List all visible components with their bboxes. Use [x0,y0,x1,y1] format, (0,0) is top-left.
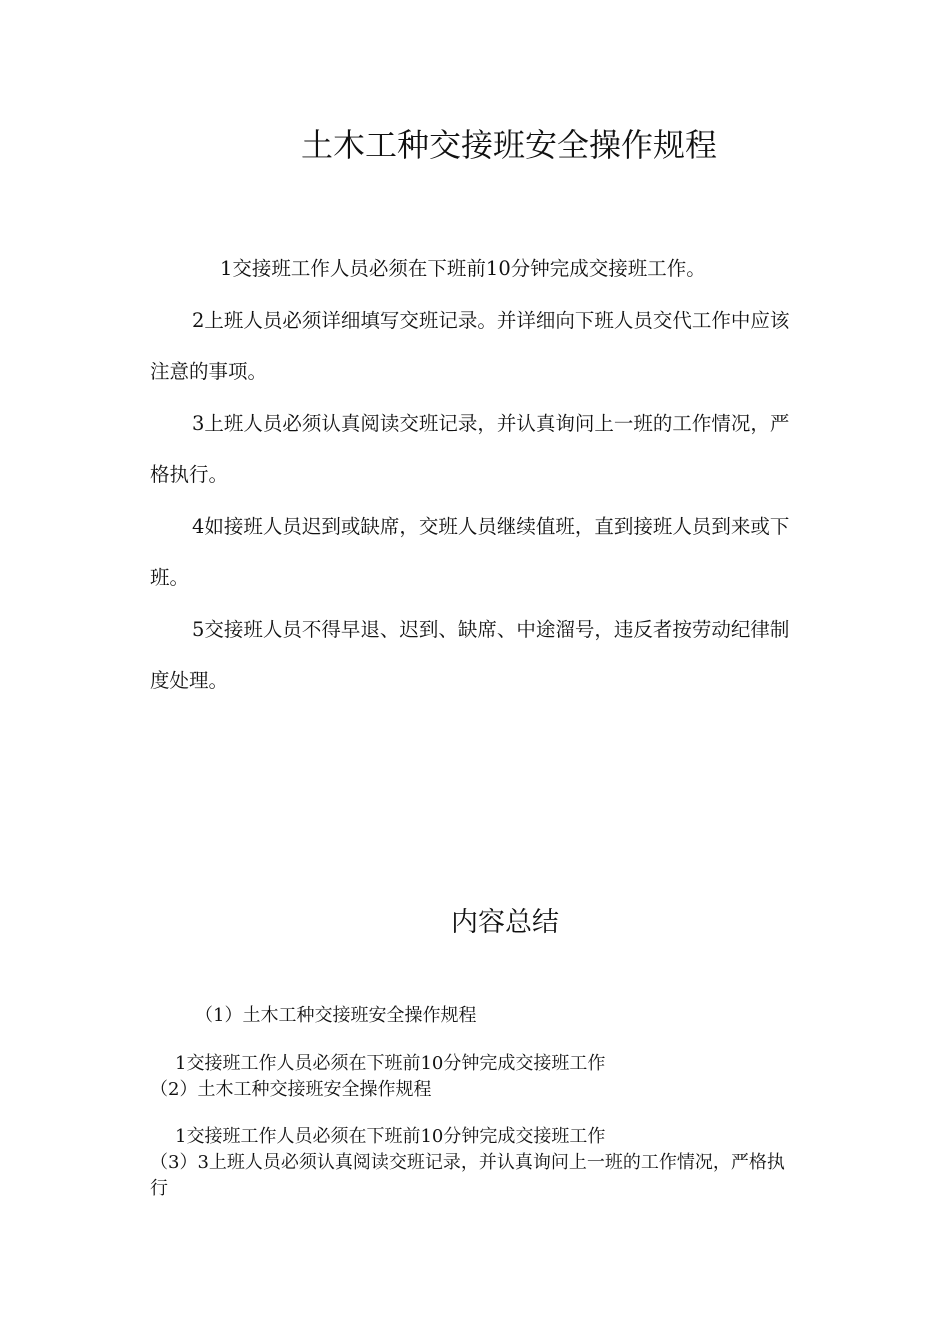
spacer [150,1029,790,1051]
summary-item-3: （3）3上班人员必须认真阅读交班记录，并认真询问上一班的工作情况，严格执行 [150,1152,785,1199]
rule-paragraph-3: 3上班人员必须认真阅读交班记录，并认真询问上一班的工作情况，严格执行。 [150,411,790,486]
rule-paragraph-4: 4如接班人员迟到或缺席，交班人员继续值班，直到接班人员到来或下班。 [150,514,790,589]
document-body [150,243,795,707]
rule-paragraph-2: 2上班人员必须详细填写交班记录。并详细向下班人员交代工作中应该注意的事项。 [150,308,790,383]
summary-section [150,1003,790,1202]
summary-item-1-line: 1交接班工作人员必须在下班前10分钟完成交接班工作 [175,1053,606,1074]
rule-paragraph-5: 5交接班人员不得早退、迟到、缺席、中途溜号，违反者按劳动纪律制度处理。 [150,617,790,692]
summary-item-1-heading: （1）土木工种交接班安全操作规程 [195,1005,477,1026]
spacer [150,1103,790,1124]
rule-paragraph-1: 1交接班工作人员必须在下班前10分钟完成交接班工作。 [220,257,706,280]
summary-title: 内容总结 [451,907,559,938]
document-title: 土木工种交接班安全操作规程 [300,126,717,164]
summary-item-2-heading: （2）土木工种交接班安全操作规程 [150,1079,432,1100]
summary-item-2-line: 1交接班工作人员必须在下班前10分钟完成交接班工作 [175,1126,606,1147]
